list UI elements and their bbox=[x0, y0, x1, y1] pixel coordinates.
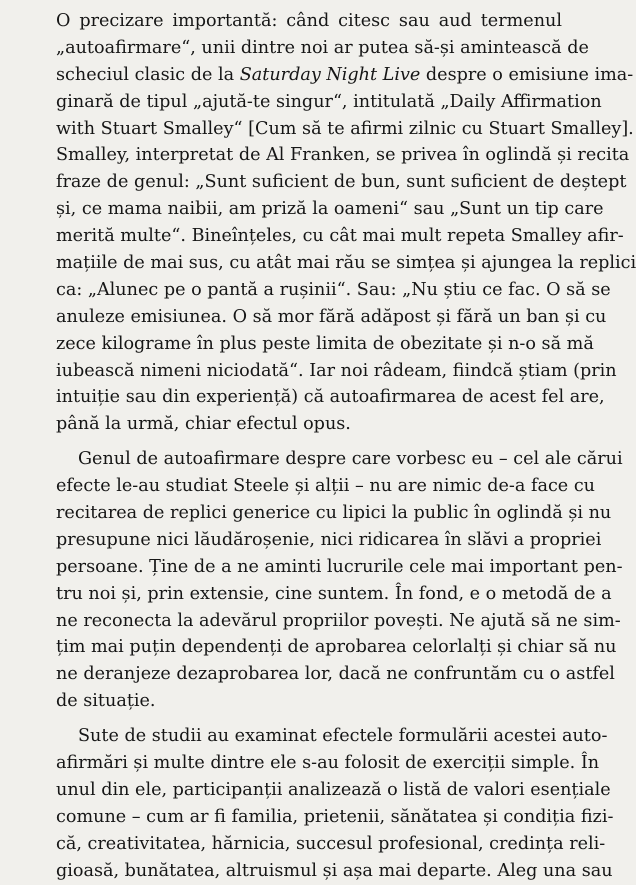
paragraph-3 bbox=[56, 723, 614, 884]
text-line: ca: „Alunec pe o pantă a rușinii“. Sau: „Nu știu ce fac. O să se bbox=[56, 279, 611, 300]
text-line: de situație. bbox=[56, 691, 156, 712]
paragraph-gap bbox=[56, 715, 562, 723]
text-line: with Stuart Smalley“ [Cum să te afirmi zilnic cu Stuart Smalley]. bbox=[56, 118, 634, 139]
paragraph-1 bbox=[56, 8, 636, 438]
text-segment: scheciul clasic de la bbox=[56, 64, 240, 85]
text-line: persoane. Ține de a ne aminti lucrurile cele mai important pen- bbox=[56, 556, 623, 577]
text-line: efecte le-au studiat Steele și alții – nu are nimic de-a face cu bbox=[56, 476, 595, 497]
text-line: că, creativitatea, hărnicia, succesul profesional, credința reli- bbox=[56, 833, 606, 854]
text-line: Sute de studii au examinat efectele formulării acestei auto- bbox=[78, 726, 608, 747]
text-line: tru noi și, prin extensie, cine suntem. În fond, e o metodă de a bbox=[56, 583, 612, 604]
text-line: Smalley, interpretat de Al Franken, se privea în oglindă și recita bbox=[56, 145, 630, 166]
paragraph-gap bbox=[56, 438, 562, 446]
text-segment: despre o emisiune ima- bbox=[420, 64, 634, 85]
text-line: intuiție sau din experiență) că autoafirmarea de acest fel are, bbox=[56, 387, 605, 408]
text-line: comune – cum ar fi familia, prietenii, sănătatea și condiția fizi- bbox=[56, 806, 614, 827]
text-line: până la urmă, chiar efectul opus. bbox=[56, 414, 351, 435]
text-line: ginară de tipul „ajută-te singur“, intitulată „Daily Affirmation bbox=[56, 91, 602, 112]
text-line: mațiile de mai sus, cu atât mai rău se simțea și ajungea la replici bbox=[56, 253, 636, 274]
text-line: zece kilograme în plus peste limita de obezitate și n-o să mă bbox=[56, 333, 594, 354]
text-line: Genul de autoafirmare despre care vorbesc eu – cel ale cărui bbox=[78, 449, 623, 470]
text-line: merită multe“. Bineînțeles, cu cât mai mult repeta Smalley afir- bbox=[56, 226, 624, 247]
text-line: ne deranjeze dezaprobarea lor, dacă ne confruntăm cu o astfel bbox=[56, 664, 615, 685]
text-line: O precizare importantă: când citesc sau aud termenul bbox=[56, 11, 562, 31]
text-line bbox=[56, 62, 634, 89]
text-line: iubească nimeni niciodată“. Iar noi râdeam, fiindcă știam (prin bbox=[56, 360, 617, 381]
text-line: și, ce mama naibii, am priză la oameni“ sau „Sunt un tip care bbox=[56, 199, 604, 220]
text-line: recitarea de replici generice cu lipici la public în oglindă și nu bbox=[56, 503, 612, 524]
text-line: gioasă, bunătatea, altruismul și așa mai departe. Aleg una sau bbox=[56, 860, 613, 881]
italic-title: Saturday Night Live bbox=[239, 64, 421, 85]
text-line: unul din ele, participanții analizează o listă de valori esențiale bbox=[56, 779, 611, 800]
text-line: țim mai puțin dependenți de aprobarea celorlalți și chiar să nu bbox=[56, 637, 617, 658]
text-line: anuleze emisiunea. O să mor fără adăpost și fără un ban și cu bbox=[56, 306, 607, 327]
text-line: „autoafirmare“, unii dintre noi ar putea să-și amintească de bbox=[56, 37, 589, 58]
text-line: ne reconecta la adevărul propriilor povești. Ne ajută să ne sim- bbox=[56, 610, 621, 631]
text-line: afirmări și multe dintre ele s-au folosit de exerciții simple. În bbox=[56, 753, 600, 774]
paragraph-2 bbox=[56, 446, 623, 715]
text-line: presupune nici lăudăroșenie, nici ridicarea în slăvi a propriei bbox=[56, 529, 602, 550]
text-line: fraze de genul: „Sunt suficient de bun, sunt suficient de deștept bbox=[56, 172, 627, 193]
